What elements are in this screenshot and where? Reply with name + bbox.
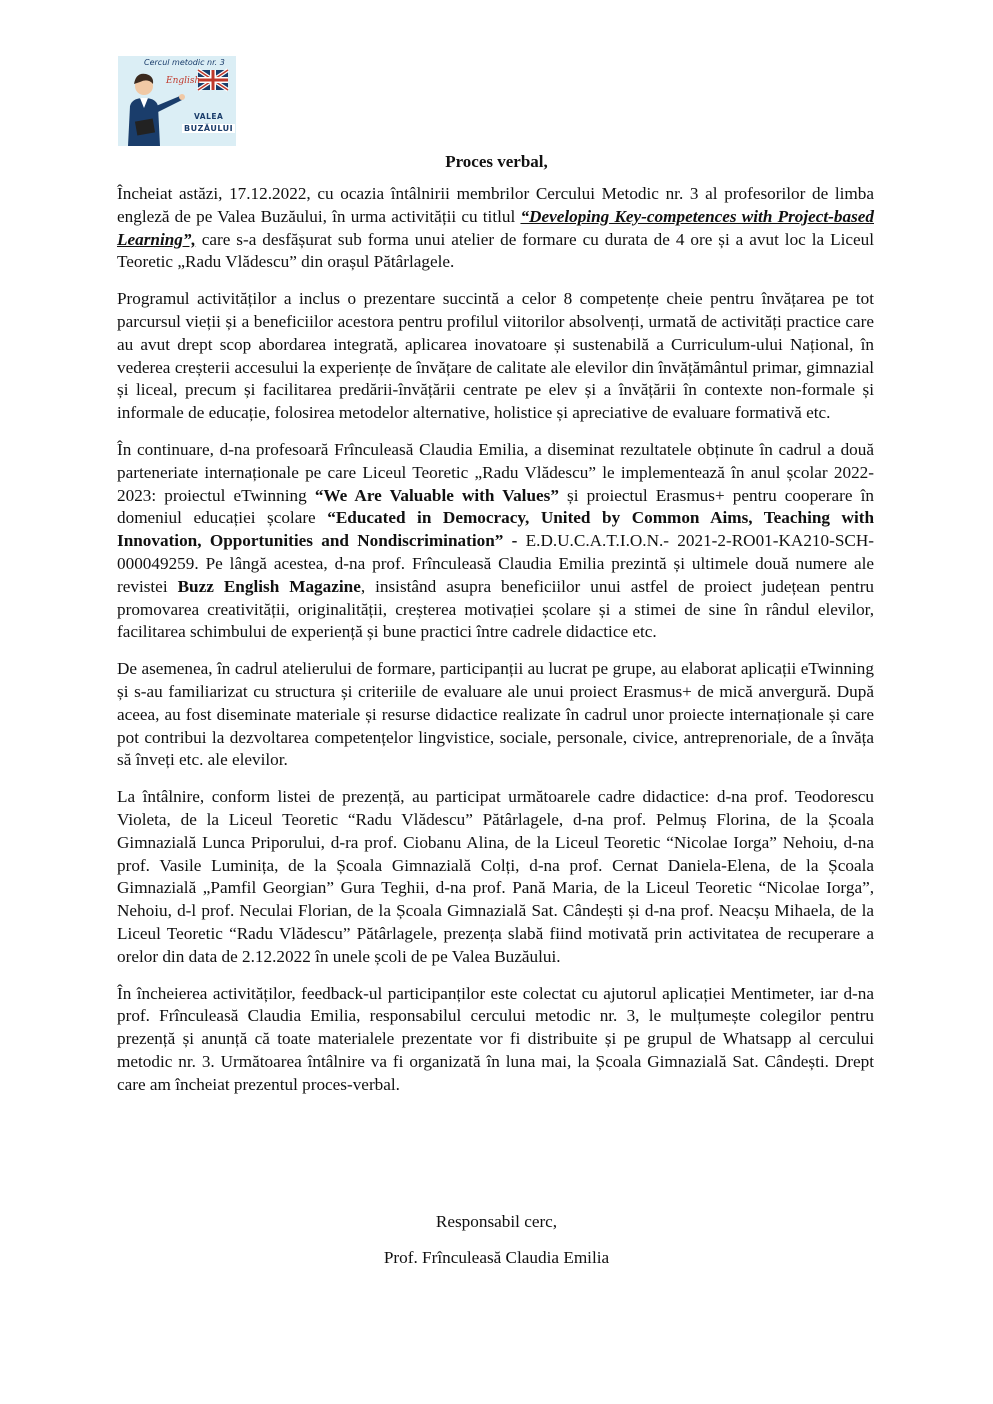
activity-title: “Developing Key-competences with Project-based Learning”, (117, 206, 874, 249)
intro-text-end: care s-a desfășurat sub forma unui atelier de formare cu durata de 4 ore și a avut loc la Liceul Teoretic „Radu Vlădescu” din orașul Pătârlagele. (117, 229, 874, 272)
paragraph-workshop: De asemenea, în cadrul atelierului de formare, participanții au lucrat pe grupe, au elaborat aplicații eTwinning și s-au familiarizat cu structura și criteriile de evaluare ale unui proiect Erasmus+ de mică anvergură. După aceea, au fost diseminate materiale și resurse didactice realizate în cadrul unor proiecte internaționale și care pot contribui la dezvoltarea competențelor lingvistice, sociale, personale, civice, antreprenoriale, de a învăța să înveți etc. ale elevilor. (117, 659, 874, 770)
intro-text: Încheiat astăzi, 17.12.2022, cu ocazia întâlnirii membrilor Cercului Metodic nr. 3 al profesorilor de limba engleză de pe Valea Buzăului, în urma activității cu titlul (117, 184, 874, 226)
magazine-title: Buzz English Magazine (177, 576, 361, 596)
dissemination-text-3: E.D.U.C.A.T.I.O.N.- 2021-2-RO01-KA210-SCH-000049259. Pe lângă acestea, d-na prof. Frînculeasă Claudia Emilia prezintă și ultimele două numere ale revistei (117, 531, 874, 596)
dissemination-text: În continuare, d-na profesoară Frînculeasă Claudia Emilia, a diseminat rezultatele obținute în cadrul a două parteneriate internaționale pe care Liceul Teoretic „Radu Vlădescu” le implementează în anul școlar 2022-2023: proiectul eTwinning (117, 439, 874, 505)
document-body (117, 183, 874, 1114)
paragraph-program: Programul activităților a inclus o prezentare succintă a celor 8 competențe cheie pentru învățarea pe tot parcursul vieții și a beneficiilor acestora pentru profilul viitorilor absolvenți, urmată de activități practice care au avut drept scop abordarea integrată, aplicarea inovatoare și sustenabilă a Curriculum-ului Național, în vederea creșterii accesului la experiențe de învățare de calitate ale elevilor din învățământul primar, gimnazial și liceal, precum și facilitarea predării-învățării centrate pe elev și a învățării în contexte non-formale și informale de educație, folosirea metodelor alternative, holistice și apreciative de evaluare formativă etc. (117, 289, 874, 423)
uk-flag-icon (198, 70, 228, 90)
paragraph-closing: În încheierea activităților, feedback-ul participanților este colectat cu ajutorul aplicației Mentimeter, iar d-na prof. Frînculeasă Claudia Emilia, responsabilul cercului metodic nr. 3, le mulțumește colegilor pentru prezență și anunță că toate materialele prezentate vor fi distribuite și pe grupul de Whatsapp al cercului metodic nr. 3. Următoarea întâlnire va fi organizată în luna mai, la Școala Gimnazială Sat. Cândești. Drept care am încheiat prezentul proces-verbal. (117, 983, 874, 1094)
paragraph-intro (117, 183, 874, 274)
dissemination-text-2: și proiectul Erasmus+ pentru cooperare în domeniul educației școlare (117, 485, 874, 528)
erasmus-project-title: “Educated in Democracy, United by Common Aims, Teaching with Innovation, Opportunities and Nondiscrimination” - (117, 508, 875, 551)
etwinning-project-title: “We Are Valuable with Values” (314, 485, 559, 505)
logo-caption: Cercul metodic nr. 3 (144, 58, 225, 67)
logo-english-label: English (166, 76, 201, 86)
circle-logo (118, 56, 236, 146)
paragraph-dissemination (117, 439, 874, 644)
signature-role: Responsabil cerc, (435, 1212, 558, 1231)
logo-valea-label: VALEA (194, 112, 224, 121)
document-title: Proces verbal, (445, 152, 548, 171)
signature-name: Prof. Frînculeasă Claudia Emilia (383, 1248, 610, 1267)
logo-buzaului-label: BUZĂULUI (184, 124, 234, 133)
paragraph-participants: La întâlnire, conform listei de prezență, au participat următoarele cadre didactice: d-na prof. Teodorescu Violeta, de la Liceul Teoretic “Radu Vlădescu” Pătârlagele, d-na prof. Pelmuș Florina, de la Școala Gimnazială Lunca Priporului, d-ra prof. Ciobanu Alina, de la Liceul Teoretic “Nicolae Iorga” Nehoiu, d-na prof. Vasile Luminița, de la Școala Gimnazială Colți, d-na prof. Cernat Daniela-Elena, de la Școala Gimnazială „Pamfil Georgian” Gura Teghii, d-na prof. Pană Maria, de la Liceul Teoretic “Nicolae Iorga”, Nehoiu, d-l prof. Neculai Florian, de la Școala Gimnazială Sat. Cândești și d-na prof. Neacșu Mihaela, de la Liceul Teoretic “Radu Vlădescu” Pătârlagele, prezența slabă fiind motivată prin activitatea de recuperare a orelor din data de 2.12.2022 în unele școli de pe Valea Buzăului. (117, 787, 874, 966)
dissemination-text-4: , insistând asupra beneficiilor unui astfel de proiect județean pentru promovarea creativității, originalității, creșterea motivației școlare și a stimei de sine în rândul elevilor, facilitarea schimbului de experiență și bune practici între cadrele didactice etc. (117, 576, 875, 642)
